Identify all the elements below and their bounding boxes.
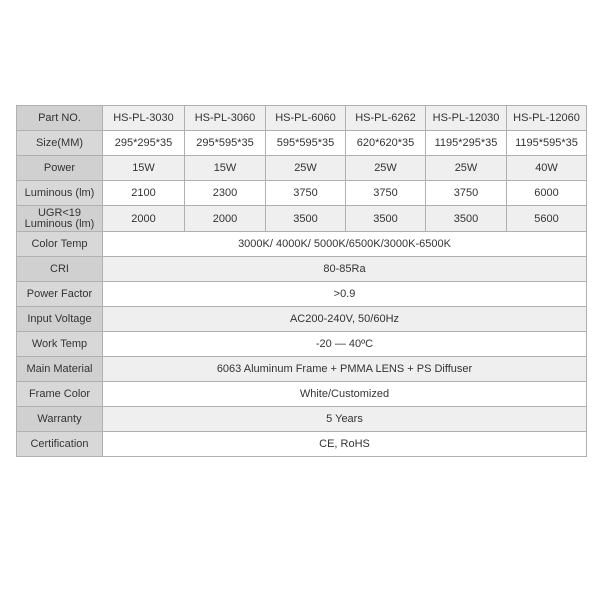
- table-row-input-voltage: [17, 307, 587, 332]
- row-label: Luminous (lm): [17, 181, 103, 206]
- table-cell: 6063 Aluminum Frame + PMMA LENS + PS Diffuser: [103, 357, 587, 382]
- table-cell: CE, RoHS: [103, 432, 587, 457]
- table-cell: 5600: [507, 206, 587, 232]
- model-cell: HS-PL-12030: [426, 106, 507, 131]
- table-row-certification: [17, 432, 587, 457]
- table-cell: 620*620*35: [346, 131, 426, 156]
- table-cell: 3500: [346, 206, 426, 232]
- model-cell: HS-PL-6262: [346, 106, 426, 131]
- table-cell: 3750: [266, 181, 346, 206]
- row-label: Main Material: [17, 357, 103, 382]
- row-label: Color Temp: [17, 232, 103, 257]
- table-row-power: [17, 156, 587, 181]
- table-row-size: [17, 131, 587, 156]
- table-cell: 3750: [346, 181, 426, 206]
- row-label: Part NO.: [17, 106, 103, 131]
- row-label: [17, 206, 103, 232]
- table-cell: 40W: [507, 156, 587, 181]
- table-cell: 2100: [103, 181, 185, 206]
- row-label: Frame Color: [17, 382, 103, 407]
- table-cell: 2300: [185, 181, 266, 206]
- table-row-ugr: [17, 206, 587, 232]
- table-cell: 2000: [185, 206, 266, 232]
- row-label: Size(MM): [17, 131, 103, 156]
- table-cell: 295*295*35: [103, 131, 185, 156]
- table-cell: 15W: [185, 156, 266, 181]
- table-cell: 6000: [507, 181, 587, 206]
- spec-table: [16, 105, 587, 457]
- table-cell: 2000: [103, 206, 185, 232]
- table-cell: 1195*295*35: [426, 131, 507, 156]
- model-cell: HS-PL-6060: [266, 106, 346, 131]
- table-cell: AC200-240V, 50/60Hz: [103, 307, 587, 332]
- ugr-label-line1: UGR<19: [37, 206, 82, 219]
- table-row-main-material: [17, 357, 587, 382]
- row-label: Input Voltage: [17, 307, 103, 332]
- model-cell: HS-PL-3030: [103, 106, 185, 131]
- table-cell: 5 Years: [103, 407, 587, 432]
- row-label: CRI: [17, 257, 103, 282]
- table-cell: White/Customized: [103, 382, 587, 407]
- table-row-frame-color: [17, 382, 587, 407]
- table-row-luminous: [17, 181, 587, 206]
- row-label: Power: [17, 156, 103, 181]
- table-row-power-factor: [17, 282, 587, 307]
- table-row-color-temp: [17, 232, 587, 257]
- row-label: Power Factor: [17, 282, 103, 307]
- table-row-part-no: [17, 106, 587, 131]
- table-row-cri: [17, 257, 587, 282]
- table-cell: 3750: [426, 181, 507, 206]
- table-cell: 295*595*35: [185, 131, 266, 156]
- row-label: Warranty: [17, 407, 103, 432]
- table-cell: >0.9: [103, 282, 587, 307]
- table-cell: 80-85Ra: [103, 257, 587, 282]
- row-label: Work Temp: [17, 332, 103, 357]
- table-cell: 1195*595*35: [507, 131, 587, 156]
- table-cell: 3000K/ 4000K/ 5000K/6500K/3000K-6500K: [103, 232, 587, 257]
- table-row-warranty: [17, 407, 587, 432]
- model-cell: HS-PL-12060: [507, 106, 587, 131]
- table-row-work-temp: [17, 332, 587, 357]
- table-cell: -20 — 40ºC: [103, 332, 587, 357]
- model-cell: HS-PL-3060: [185, 106, 266, 131]
- ugr-label-line2: Luminous (lm): [24, 217, 95, 230]
- table-cell: 15W: [103, 156, 185, 181]
- table-cell: 25W: [426, 156, 507, 181]
- table-cell: 3500: [266, 206, 346, 232]
- table-cell: 3500: [426, 206, 507, 232]
- table-cell: 25W: [346, 156, 426, 181]
- table-cell: 25W: [266, 156, 346, 181]
- table-cell: 595*595*35: [266, 131, 346, 156]
- row-label: Certification: [17, 432, 103, 457]
